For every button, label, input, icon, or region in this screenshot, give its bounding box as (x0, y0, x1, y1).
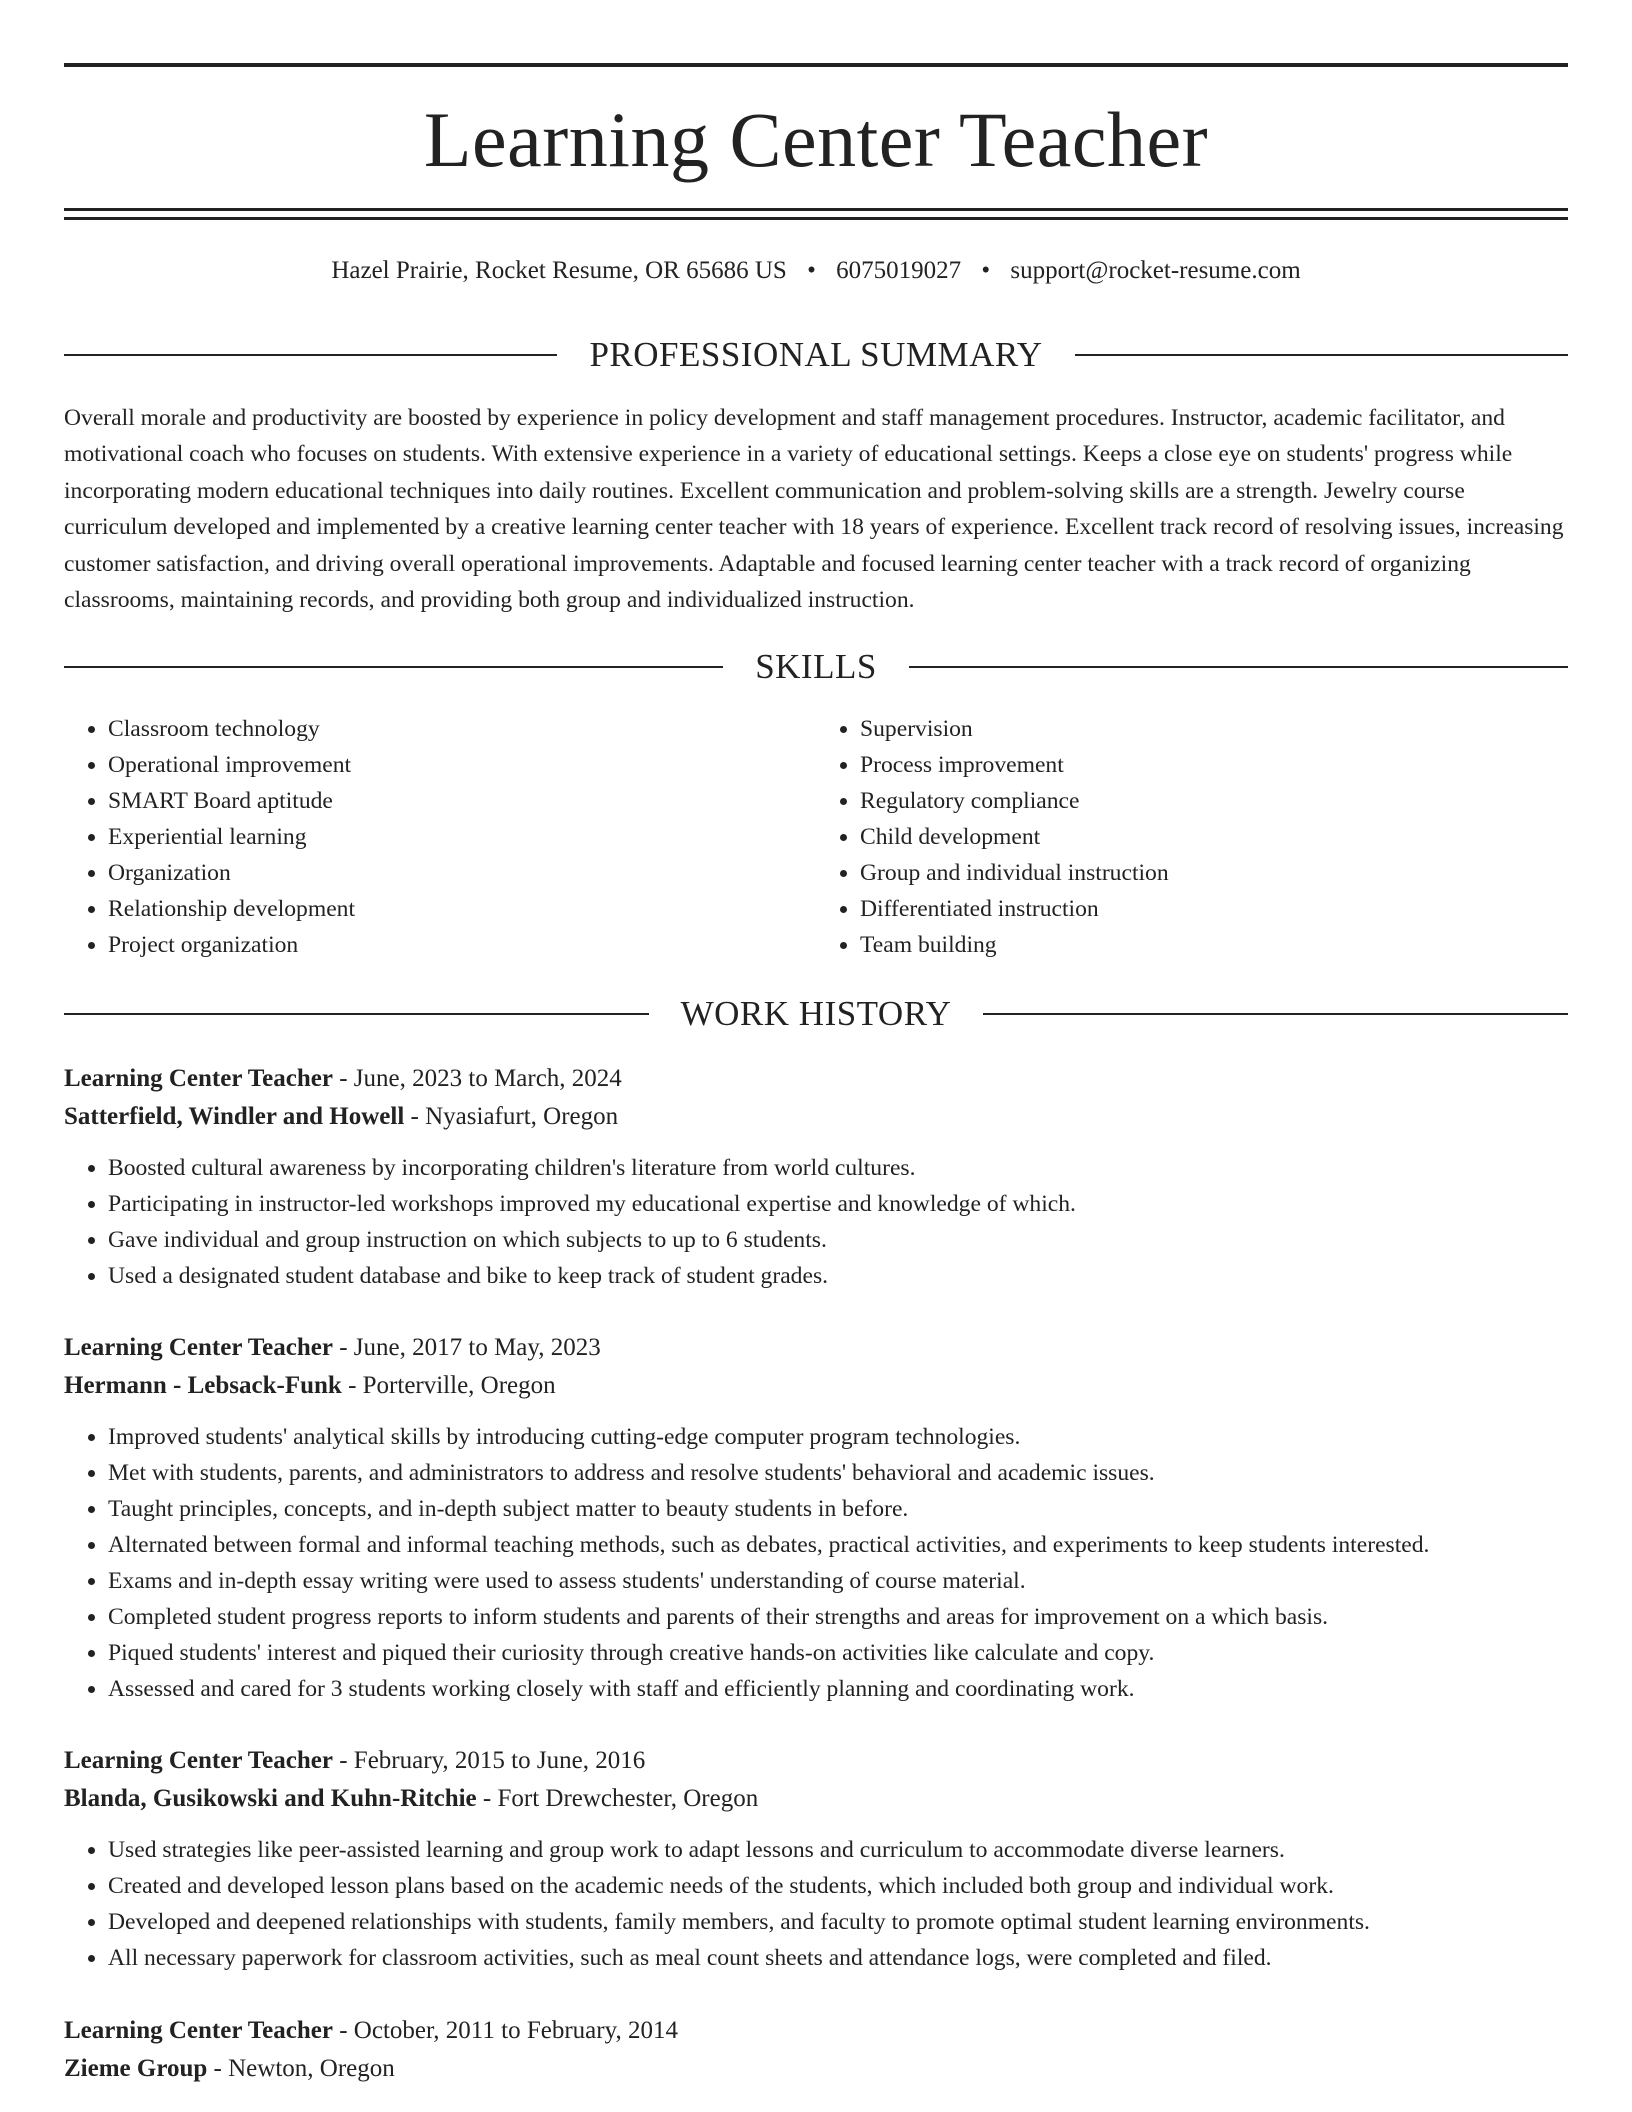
skill-item: • Child development (860, 819, 1568, 855)
job-bullet: • Participating in instructor-led workshops improved my educational expertise and knowledge of which. (108, 1186, 1568, 1222)
contact-separator: • (807, 257, 816, 284)
job-location: - Newton, Oregon (207, 2055, 395, 2082)
job-company: Hermann - Lebsack-Funk (64, 1372, 342, 1399)
job-role-line (64, 1329, 1568, 1367)
job-bullet: • Alternated between formal and informal teaching methods, such as debates, practical activities, and experiments to keep students interested. (108, 1527, 1568, 1563)
skills-list-left (64, 711, 816, 963)
job-company-line (64, 1780, 1568, 1818)
work-history-heading (64, 992, 1568, 1036)
skill-item: • Relationship development (108, 891, 816, 927)
title-double-rule (64, 208, 1568, 220)
summary-heading-label: PROFESSIONAL SUMMARY (589, 335, 1043, 374)
heading-rule-right (909, 666, 1568, 668)
job-company: Blanda, Gusikowski and Kuhn-Ritchie (64, 1785, 477, 1812)
skills-columns (64, 711, 1568, 963)
heading-rule-left (64, 1013, 649, 1015)
job-title: Learning Center Teacher (64, 1065, 333, 1092)
skill-item: • Operational improvement (108, 747, 816, 783)
summary-heading (64, 333, 1568, 377)
heading-rule-left (64, 666, 723, 668)
job-entry (64, 2012, 1568, 2088)
work-history-heading-label: WORK HISTORY (680, 994, 952, 1033)
job-role-line (64, 2012, 1568, 2050)
job-location: - Porterville, Oregon (341, 1372, 556, 1399)
job-bullet: • Improved students' analytical skills by introducing cutting-edge computer program technologies. (108, 1419, 1568, 1455)
heading-rule-left (64, 354, 557, 356)
job-role-line (64, 1060, 1568, 1098)
job-company-line (64, 1098, 1568, 1136)
job-bullet: • Exams and in-depth essay writing were used to assess students' understanding of course material. (108, 1563, 1568, 1599)
skill-item: • Group and individual instruction (860, 855, 1568, 891)
job-dates: - June, 2017 to May, 2023 (332, 1334, 601, 1361)
job-role-line (64, 1742, 1568, 1780)
job-bullet: • Gave individual and group instruction on which subjects to up to 6 students. (108, 1222, 1568, 1258)
contact-line (64, 253, 1568, 289)
resume-title: Learning Center Teacher (423, 96, 1209, 183)
skill-item: • Classroom technology (108, 711, 816, 747)
job-dates: - February, 2015 to June, 2016 (332, 1747, 646, 1774)
job-company-line (64, 1367, 1568, 1405)
job-company: Satterfield, Windler and Howell (64, 1103, 405, 1130)
contact-email[interactable]: support@rocket-resume.com (1010, 257, 1301, 284)
skill-item: • Regulatory compliance (860, 783, 1568, 819)
job-dates: - June, 2023 to March, 2024 (332, 1065, 622, 1092)
skill-item: • Experiential learning (108, 819, 816, 855)
job-bullet: • Met with students, parents, and administrators to address and resolve students' behavioral and academic issues. (108, 1455, 1568, 1491)
skill-item: • Process improvement (860, 747, 1568, 783)
job-entry (64, 1742, 1568, 1976)
contact-separator: • (981, 257, 991, 284)
summary-text: Overall morale and productivity are boosted by experience in policy development and staff management procedures. Instructor, academic facilitator, and motivational coach who focuses on students. With extensive experience in a variety of educational settings. Keeps a close eye on students' progress while incorporating modern educational techniques into daily routines. Excellent communication and problem-solving skills are a strength. Jewelry course curriculum developed and implemented by a creative learning center teacher with 18 years of experience. Excellent track record of resolving issues, increasing customer satisfaction, and driving overall operational improvements. Adaptable and focused learning center teacher with a track record of organizing classrooms, maintaining records, and providing both group and individualized instruction. (64, 405, 1564, 614)
job-bullets (64, 1832, 1568, 1976)
skill-item: • Project organization (108, 927, 816, 963)
skills-heading-label: SKILLS (755, 647, 877, 686)
job-company-line (64, 2050, 1568, 2088)
job-bullet: • Used strategies like peer-assisted learning and group work to adapt lessons and curriculum to accommodate diverse learners. (108, 1832, 1568, 1868)
job-bullet: • Used a designated student database and bike to keep track of student grades. (108, 1258, 1568, 1294)
skill-item: • SMART Board aptitude (108, 783, 816, 819)
heading-rule-right (1075, 354, 1568, 356)
job-title: Learning Center Teacher (64, 1334, 333, 1361)
heading-rule-right (983, 1013, 1568, 1015)
job-bullet: • Completed student progress reports to inform students and parents of their strengths and areas for improvement on a which basis. (108, 1599, 1568, 1635)
top-rule (64, 63, 1568, 67)
job-location: - Fort Drewchester, Oregon (476, 1785, 759, 1812)
job-entry (64, 1060, 1568, 1294)
job-dates: - October, 2011 to February, 2014 (332, 2017, 678, 2044)
job-entry (64, 1329, 1568, 1707)
job-company: Zieme Group (64, 2055, 208, 2082)
contact-phone: 6075019027 (836, 257, 962, 284)
job-bullets (64, 1150, 1568, 1294)
job-title: Learning Center Teacher (64, 2017, 333, 2044)
skills-heading (64, 645, 1568, 689)
skill-item: • Differentiated instruction (860, 891, 1568, 927)
job-bullets (64, 1419, 1568, 1707)
skill-item: • Organization (108, 855, 816, 891)
contact-address: Hazel Prairie, Rocket Resume, OR 65686 US (331, 257, 787, 284)
job-location: - Nyasiafurt, Oregon (404, 1103, 619, 1130)
job-bullet: • Taught principles, concepts, and in-depth subject matter to beauty students in before. (108, 1491, 1568, 1527)
job-bullet: • Piqued students' interest and piqued their curiosity through creative hands-on activities like calculate and copy. (108, 1635, 1568, 1671)
skills-list-right (816, 711, 1568, 963)
job-bullet: • Developed and deepened relationships with students, family members, and faculty to promote optimal student learning environments. (108, 1904, 1568, 1940)
skill-item: • Supervision (860, 711, 1568, 747)
job-bullet: • Created and developed lesson plans based on the academic needs of the students, which included both group and individual work. (108, 1868, 1568, 1904)
job-bullet: • Assessed and cared for 3 students working closely with staff and efficiently planning and coordinating work. (108, 1671, 1568, 1707)
skill-item: • Team building (860, 927, 1568, 963)
job-title: Learning Center Teacher (64, 1747, 333, 1774)
job-bullet: • Boosted cultural awareness by incorporating children's literature from world cultures. (108, 1150, 1568, 1186)
job-bullet: • All necessary paperwork for classroom activities, such as meal count sheets and attendance logs, were completed and filed. (108, 1940, 1568, 1976)
